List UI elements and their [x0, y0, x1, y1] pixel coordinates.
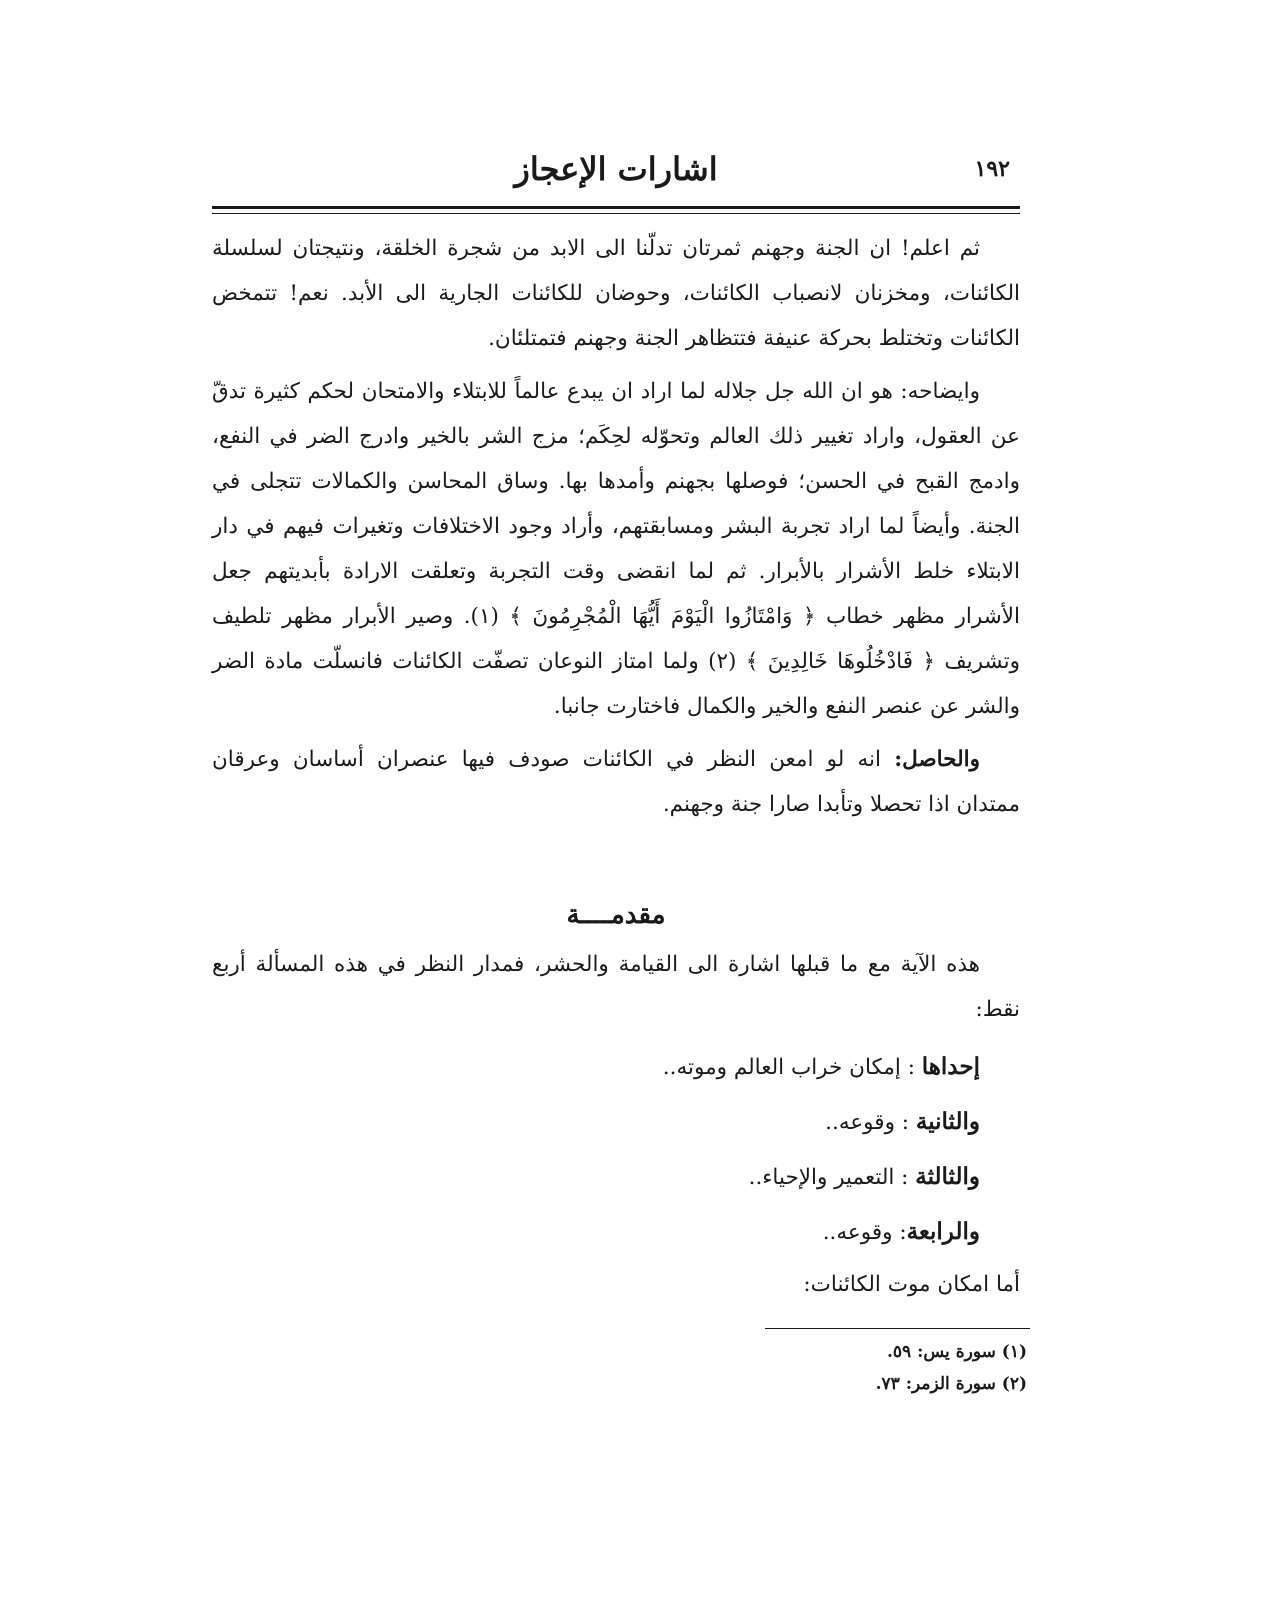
point-term: والرابعة: [906, 1218, 980, 1245]
paragraph-1: ثم اعلم! ان الجنة وجهنم ثمرتان تدلّنا الى الابد من شجرة الخلقة، ونتيجتان لسلسلة الكائنات، ومخزنان لانصباب الكائنات، وحوضان للكائنات الجارية الى الأبد. نعم! تتمخض الكائنات وتختلط بحركة عنيفة فتتظاهر الجنة وجهنم فتمتلئان.: [212, 236, 1020, 351]
main-text: [212, 226, 1020, 1318]
point-text: : وقوعه..: [822, 1220, 907, 1245]
footnote-1: (١) سورة يس: ٥٩.: [887, 1342, 1027, 1362]
paragraph-2: وايضاحه: هو ان الله جل جلاله لما اراد ان يبدع عالماً للابتلاء والامتحان لحكم كثيرة تدقّ عن العقول، واراد تغيير ذلك العالم وتحوّله لحِكَم؛ مزج الشر بالخير وادرج الضر في النفع، وادمج القبح في الحسن؛ فوصلها بجهنم وأمدها بها. وساق المحاسن والكمالات تتجلى في الجنة. وأيضاً لما اراد تجربة البشر ومسابقتهم، وأراد وجود الاختلافات وتغيرات فيهم في دار الابتلاء خلط الأشرار بالأبرار. ثم لما انقضى وقت التجربة وتعلقت الارادة بأبديتهم جعل الأشرار مظهر خطاب ﴿ وَامْتَازُوا الْيَوْمَ أَيُّهَا الْمُجْرِمُونَ ﴾ (١). وصير الأبرار مظهر تلطيف وتشريف ﴿ فَادْخُلُوهَا خَالِدِينَ ﴾ (٢) ولما امتاز النوعان تصفّت الكائنات فانسلّت مادة الضر والشر عن عنصر النفع والخير والكمال فاختارت جانبا.: [212, 379, 1020, 719]
section-intro: هذه الآية مع ما قبلها اشارة الى القيامة والحشر، فمدار النظر في هذه المسألة أربع نقط:: [212, 952, 1020, 1022]
point-term: والثانية: [915, 1108, 980, 1135]
list-item: [212, 1150, 980, 1205]
page-number: ١٩٢: [974, 156, 1010, 182]
paragraph-3-text: انه لو امعن النظر في الكائنات صودف فيها عنصران أساسان وعرقان ممتدان اذا تحصلا وتأبدا صارا جنة وجهنم.: [212, 747, 1020, 817]
running-title: اشارات الإعجاز: [514, 150, 718, 188]
paragraph-3: [212, 737, 1020, 827]
point-text: : التعمير والإحياء..: [748, 1165, 916, 1190]
section-title: مقدمــــة: [566, 900, 666, 930]
page-header: [212, 146, 1020, 202]
list-item: [212, 1205, 980, 1260]
point-text: : إمكان خراب العالم وموته..: [662, 1055, 922, 1080]
footnotes: [627, 1336, 1027, 1400]
footnote-divider: [765, 1328, 1030, 1329]
closing-line: أما امكان موت الكائنات:: [803, 1272, 1020, 1297]
footnote-2: (٢) سورة الزمر: ٧٣.: [875, 1374, 1027, 1394]
point-term: والثالثة: [915, 1163, 980, 1190]
point-term: إحداها: [921, 1053, 980, 1080]
header-double-rule: [212, 206, 1020, 214]
list-item: [212, 1095, 980, 1150]
point-text: : وقوعه..: [825, 1110, 916, 1135]
points-list: [212, 1040, 980, 1260]
paragraph-3-lead: والحاصل:: [894, 747, 980, 772]
list-item: [212, 1040, 980, 1095]
